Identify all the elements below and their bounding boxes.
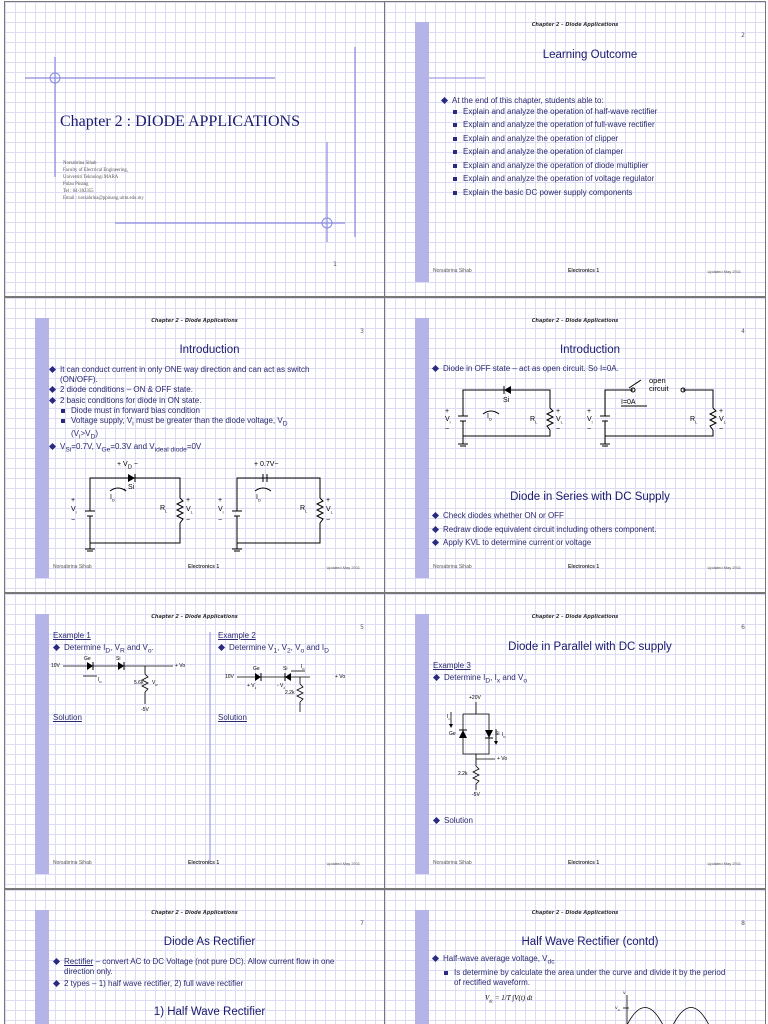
footer-updated: Updated May 2011 — [326, 861, 360, 866]
text: V — [485, 994, 490, 1002]
text: , V — [290, 643, 301, 652]
text: − — [133, 461, 138, 468]
outcome-item: Explain and analyze the operation of clipper — [441, 134, 756, 144]
text: and V — [124, 643, 148, 652]
slide-title: Learning Outcome — [542, 49, 638, 61]
text: and V — [500, 673, 524, 682]
text: − — [587, 426, 592, 434]
ex1-si: Si — [116, 656, 121, 662]
footer-updated: Updated May 2011 — [707, 861, 741, 866]
r22-label: 2.2k — [458, 771, 468, 777]
text: >V — [80, 428, 91, 438]
slide-header: Chapter 2 – Diode Applications — [151, 910, 238, 916]
text: V — [152, 680, 156, 686]
bullet-redraw: Redraw diode equivalent circuit including others component. — [432, 525, 752, 535]
text: + — [326, 497, 331, 504]
ex1-vr — [152, 680, 158, 687]
text: T — [506, 994, 511, 1002]
circuit1-si-label: Si — [128, 484, 135, 491]
text: V — [719, 416, 724, 423]
text: V — [60, 441, 66, 451]
sub: 1 — [273, 647, 278, 655]
ix-label — [447, 714, 450, 721]
sub: i — [79, 433, 81, 441]
footer-updated: Updated May 2011 — [707, 565, 741, 570]
slide-number: 6 — [741, 624, 745, 631]
sub: D — [485, 677, 491, 685]
text: I — [98, 677, 100, 683]
sub: D — [503, 735, 506, 739]
sub: i — [75, 509, 77, 515]
text: − — [71, 517, 76, 525]
sub: Si — [65, 446, 72, 454]
circuit2-vo-label — [326, 496, 333, 525]
text: V — [615, 1005, 618, 1010]
slide-number: 1 — [333, 261, 337, 268]
ex1-solution: Solution — [53, 713, 82, 722]
text: open — [649, 376, 666, 385]
sub: o — [523, 677, 528, 685]
circuit1-vo-label — [556, 408, 563, 434]
slide-4[interactable] — [384, 297, 766, 593]
slide-header: Chapter 2 – Diode Applications — [531, 22, 619, 28]
footer-updated: Updated May 2011 — [326, 565, 360, 570]
circuit1-vi-label — [71, 496, 77, 525]
footer-course: Electronics 1 — [188, 564, 220, 570]
ex2-vo: + Vo — [335, 674, 346, 680]
footer-course: Electronics 1 — [568, 268, 600, 274]
outcome-item: Explain and analyze the operation of half-wave rectifier — [441, 107, 756, 117]
slide-7[interactable] — [4, 889, 385, 1024]
sub: D — [488, 416, 492, 422]
slide1-title: Chapter 2 : DIODE APPLICATIONS — [60, 113, 300, 130]
rectifier-bullets — [53, 957, 343, 990]
slide-2[interactable] — [384, 1, 766, 297]
half-wave-title: 1) Half Wave Rectifier — [153, 1006, 266, 1018]
m5v-label: -5V — [472, 792, 480, 798]
vdc-formula: $V_{dc} = 1/T$ ∫V(t) dt — [485, 994, 533, 1004]
text: Determine V — [229, 643, 274, 652]
sub: dc — [547, 958, 555, 966]
circuit1-vi-label — [445, 408, 451, 434]
sub: 2 — [286, 647, 291, 655]
slide1-author-block — [63, 160, 144, 202]
footer-author: Norsabrina Sihab — [433, 268, 472, 274]
circuit2-rl-label — [300, 505, 307, 513]
sub: R — [119, 647, 125, 655]
text: I — [447, 714, 449, 720]
author-email: Email : norsabrina@ppinang.uitm.edu.my — [63, 196, 144, 201]
text: − — [218, 517, 223, 525]
author-name: Norsabrina Sihab — [63, 161, 97, 166]
sub: x — [496, 677, 501, 685]
sub: D — [111, 497, 115, 503]
ex2-solution: Solution — [218, 713, 247, 722]
slide-5[interactable] — [4, 593, 385, 889]
text: Half-wave average voltage, V — [443, 954, 548, 963]
outcome-item: Explain and analyze the operation of voltage regulator — [441, 174, 756, 184]
text: − — [719, 426, 724, 434]
text: + — [71, 497, 76, 504]
text: Determine I — [444, 673, 486, 682]
solution-bullet: Solution — [433, 816, 473, 826]
vo-label: + Vo — [497, 756, 508, 762]
ex2-v2 — [277, 683, 285, 690]
slide-6[interactable] — [384, 593, 766, 889]
slide-1[interactable] — [4, 1, 385, 297]
ex2-10v: 10V — [225, 674, 234, 680]
p20v: +20V — [469, 695, 481, 701]
zero-current-label: I=0A — [621, 399, 636, 406]
text: . — [151, 643, 154, 652]
text: circuit — [649, 384, 669, 393]
circuit1-id-label — [110, 494, 115, 502]
bullet-conditions: 2 diode conditions – ON & OFF state. — [49, 385, 339, 395]
text: =0V — [186, 441, 202, 451]
title-decoration — [5, 2, 385, 297]
text: I — [301, 664, 303, 670]
ex1-56k: 5.6k — [134, 680, 144, 686]
example1-heading: Example 1 — [53, 631, 91, 640]
sub: 1 — [254, 686, 257, 690]
sub: D — [90, 433, 96, 441]
sub: L — [305, 508, 308, 514]
text: - V — [277, 683, 284, 689]
sub: m — [617, 1007, 621, 1012]
circuit2-vi-label — [218, 496, 224, 525]
text: Determine I — [64, 643, 106, 652]
on-state-circuits — [5, 298, 385, 593]
slide-title: Half Wave Rectifier (contd) — [521, 936, 659, 948]
bullet-types: 2 types – 1) half wave rectifier, 2) full wave rectifier — [53, 979, 343, 989]
sub: L — [723, 419, 726, 425]
sub: x — [448, 717, 450, 721]
footer-course: Electronics 1 — [568, 860, 600, 866]
half-wave-plot — [385, 890, 766, 1024]
ex1-m5v: -5V — [141, 707, 149, 713]
sub: D — [282, 420, 288, 428]
text: I — [487, 413, 489, 420]
sub: i — [591, 419, 593, 425]
footer-author: Norsabrina Sihab — [53, 564, 92, 570]
footer-author: Norsabrina Sihab — [433, 564, 472, 570]
text: V — [587, 416, 592, 423]
text: + — [556, 408, 561, 415]
slide-title: Introduction — [179, 344, 240, 356]
slide-number: 3 — [360, 328, 364, 335]
plot-v-label: V — [623, 990, 626, 995]
series-bullets — [432, 511, 752, 549]
author-university: Universiti Teknologi MARA — [63, 175, 119, 180]
text: I — [256, 494, 258, 501]
text: Voltage supply, V — [71, 415, 133, 425]
text: R — [160, 505, 166, 512]
text: (V — [71, 428, 79, 438]
text: V — [186, 506, 191, 513]
text: V — [71, 506, 76, 513]
slide-header: Chapter 2 – Diode Applications — [151, 318, 238, 324]
solution — [433, 816, 473, 827]
circuit2-vd-label: + 0.7V− — [254, 461, 279, 468]
sub: o — [300, 647, 305, 655]
sub: D — [324, 647, 329, 655]
text: , V — [277, 643, 287, 652]
ex2-si: Si — [283, 666, 288, 672]
slide-number: 4 — [741, 328, 745, 335]
sub-area: Is determine by calculate the area under the curve and divide it by the period of rectified waveform. — [432, 968, 732, 987]
text: =0.7V, V — [71, 441, 102, 451]
ex2-v1 — [247, 683, 256, 690]
sub: R — [155, 683, 158, 687]
sub: L — [330, 509, 333, 515]
bullet-off-state: Diode in OFF state – act as open circuit. So I=0A. — [432, 364, 752, 374]
ex1-ge: Ge — [84, 656, 91, 662]
sub: D — [257, 497, 261, 503]
footer-updated: Updated May 2011 — [707, 269, 741, 274]
open-circuit-label — [649, 377, 669, 393]
circuit2-vi-label — [587, 408, 593, 434]
text: − — [556, 426, 561, 434]
bullet-check: Check diodes whether ON or OFF — [432, 511, 752, 521]
circuit1-id-label — [487, 413, 492, 421]
slide-number: 8 — [741, 920, 745, 927]
text: , I — [490, 673, 497, 682]
slide-8[interactable] — [384, 889, 766, 1024]
parallel-circuit — [385, 594, 766, 889]
text: ) — [95, 428, 98, 438]
si-label: Si — [495, 731, 500, 737]
text: + — [186, 497, 191, 504]
text: R — [690, 416, 696, 423]
circuit1-vo-label — [186, 496, 193, 525]
slide-number: 2 — [741, 32, 745, 39]
slide-header: Chapter 2 – Diode Applications — [531, 910, 619, 916]
author-phone: Tel : 04-382355 — [63, 189, 94, 194]
text: V — [556, 416, 561, 423]
text: − — [445, 426, 450, 434]
text: + — [445, 408, 450, 415]
text: + — [587, 408, 592, 415]
plot-vm-label — [615, 1005, 620, 1012]
text: V — [218, 506, 223, 513]
circuit1-rl-label — [160, 505, 167, 513]
example-circuits — [5, 594, 385, 889]
text: must be greater than the diode voltage, V — [133, 415, 283, 425]
bullet-switch: It can conduct current in only ONE way direction and can act as switch (ON/OFF). — [49, 365, 339, 384]
sub: i — [222, 509, 224, 515]
slide-title: Diode in Parallel with DC supply — [508, 641, 672, 653]
outcomes-intro: At the end of this chapter, students able to: — [441, 96, 756, 106]
series-title: Diode in Series with DC Supply — [510, 491, 670, 503]
sub: i — [132, 420, 134, 428]
circuit2-vo-label — [719, 408, 726, 434]
sub: Ge — [101, 446, 111, 454]
learning-outcomes — [441, 96, 756, 197]
text: (t) dt — [518, 994, 533, 1002]
bullet-rectifier — [53, 957, 343, 976]
off-state-circuits — [385, 298, 766, 593]
ex2-22k: 2.2k — [285, 690, 295, 696]
sub: D — [105, 647, 111, 655]
text: ∫ — [512, 994, 515, 1002]
author-faculty: Faculty of Electrical Engineering, — [63, 168, 128, 173]
ex1-vo: + Vo — [175, 663, 186, 669]
text: V — [445, 416, 450, 423]
bullet-on-conditions: 2 basic conditions for diode in ON state. — [49, 396, 339, 406]
text: V — [514, 994, 519, 1002]
sub: L — [535, 419, 538, 425]
ge-label: Ge — [449, 731, 456, 737]
sub: i — [449, 419, 451, 425]
author-campus: Pulau Pinang — [63, 182, 89, 187]
slide-header: Chapter 2 – Diode Applications — [531, 318, 619, 324]
circuit2-rl-label — [690, 416, 697, 424]
text: 1 — [501, 994, 505, 1002]
text: and I — [304, 643, 325, 652]
sub: 2 — [283, 686, 286, 690]
slide-number: 7 — [360, 920, 364, 927]
text: R — [530, 416, 536, 423]
bullet-kvl: Apply KVL to determine current or voltage — [432, 538, 752, 548]
si-label: Si — [503, 397, 510, 404]
footer-course: Electronics 1 — [568, 564, 600, 570]
example2-heading: Example 2 — [218, 631, 256, 640]
sub: D — [302, 667, 305, 671]
slide-title: Introduction — [559, 344, 621, 356]
text: – convert AC to DC Voltage (not pure DC). Allow current flow in one direction only. — [64, 957, 335, 976]
slide-title: Diode As Rectifier — [163, 936, 256, 948]
sub: dc — [489, 998, 494, 1004]
circuit1-vd-label — [117, 461, 138, 470]
text: − — [326, 517, 331, 525]
outcome-item: Explain and analyze the operation of clamper — [441, 147, 756, 157]
sub: D — [127, 464, 132, 471]
ex2-ge: Ge — [253, 666, 260, 672]
slide-header: Chapter 2 – Diode Applications — [531, 614, 619, 620]
text: R — [300, 505, 306, 512]
outcome-item: Explain and analyze the operation of diode multiplier — [441, 161, 756, 171]
text: Rectifier — [64, 957, 94, 966]
text: =0.3V and V — [110, 441, 155, 451]
text: I — [502, 732, 504, 738]
text: + — [218, 497, 223, 504]
id-label — [502, 732, 506, 739]
sub: L — [695, 419, 698, 425]
sub: o — [147, 647, 152, 655]
example3-heading: Example 3 — [433, 661, 471, 670]
slide-3[interactable] — [4, 297, 385, 593]
text: + V — [117, 461, 128, 468]
circuit1-rl-label — [530, 416, 537, 424]
footer-course: Electronics 1 — [188, 860, 220, 866]
slide-number: 5 — [360, 624, 364, 631]
slide-header: Chapter 2 – Diode Applications — [151, 614, 238, 620]
sub: D — [99, 680, 102, 684]
text: + — [719, 408, 724, 415]
ex1-10v: 10V — [51, 663, 60, 669]
sub: L — [165, 508, 168, 514]
text: = — [494, 994, 502, 1002]
ex1-id — [98, 677, 102, 684]
sub: L — [190, 509, 193, 515]
circuit2-id-label — [256, 494, 261, 502]
text: , V — [110, 643, 120, 652]
text: + V — [247, 683, 255, 689]
text: I — [110, 494, 112, 501]
sub: L — [560, 419, 563, 425]
sub-forward-bias: Diode must in forward bias condition — [49, 406, 339, 416]
ex2-id — [301, 664, 305, 671]
outcome-item: Explain the basic DC power supply components — [441, 188, 756, 198]
text: − — [186, 517, 191, 525]
sub: ideal diode — [154, 446, 187, 454]
text: V — [326, 506, 331, 513]
outcome-item: Explain and analyze the operation of full-wave rectifier — [441, 120, 756, 130]
footer-author: Norsabrina Sihab — [53, 860, 92, 866]
footer-author: Norsabrina Sihab — [433, 860, 472, 866]
